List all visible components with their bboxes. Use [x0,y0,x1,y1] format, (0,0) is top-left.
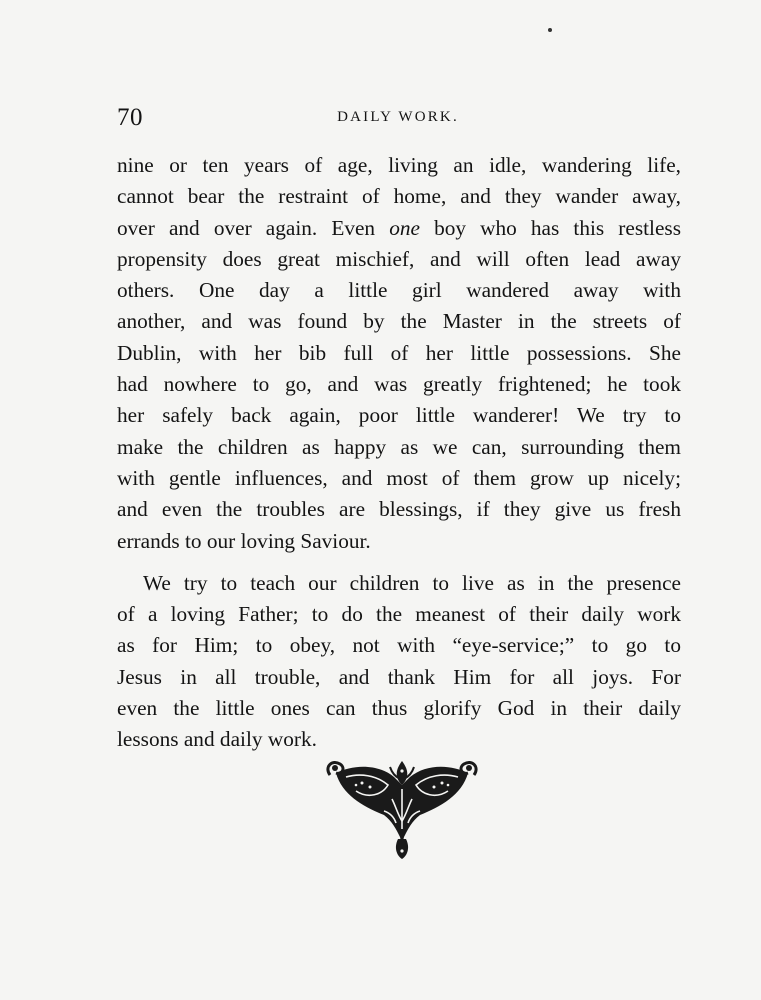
text-line: Dublin, with her bib full of her little possessions. She [117,340,681,365]
text-line: and even the troubles are blessings, if they give us fresh [117,497,681,522]
running-head [117,104,679,134]
text-line: make the children as happy as we can, surrounding them [117,434,681,459]
text-line: nine or ten years of age, living an idle, wandering life, [117,153,681,177]
text-run: over and over again. Even [117,215,390,240]
text-line: her safely back again, poor little wanderer! We try to [117,403,681,428]
text-line: Jesus in all trouble, and thank Him for all joys. For [117,664,681,689]
text-line: errands to our loving Saviour. [117,528,371,553]
page-number: 70 [117,104,143,131]
text-line: others. One day a little girl wandered away with [117,278,681,303]
paragraph-2 [117,568,681,756]
running-title: DAILY WORK. [337,109,459,125]
text-line: another, and was found by the Master in the streets of [117,309,681,334]
text-line: cannot bear the restraint of home, and they wander away, [117,184,681,209]
text-run: boy who has this restless [419,215,681,240]
body-text [117,150,681,756]
floral-tailpiece-icon [322,755,482,860]
text-line: of a loving Father; to do the meanest of their daily work [117,602,681,627]
text-line: lessons and daily work. [117,727,317,752]
text-line: with gentle influences, and most of them grow up nicely; [117,465,681,490]
text-line: even the little ones can thus glorify God in their daily [117,696,681,721]
text-line: We try to teach our children to live as in the presence [143,570,681,595]
text-line [117,213,681,244]
text-line: propensity does great mischief, and will often lead away [117,246,681,271]
paragraph-1 [117,150,681,557]
ink-speck [548,28,552,32]
text-line: as for Him; to obey, not with “eye-service;” to go to [117,633,681,658]
italic-word: one [389,215,420,240]
text-line: had nowhere to go, and was greatly frightened; he took [117,372,681,397]
